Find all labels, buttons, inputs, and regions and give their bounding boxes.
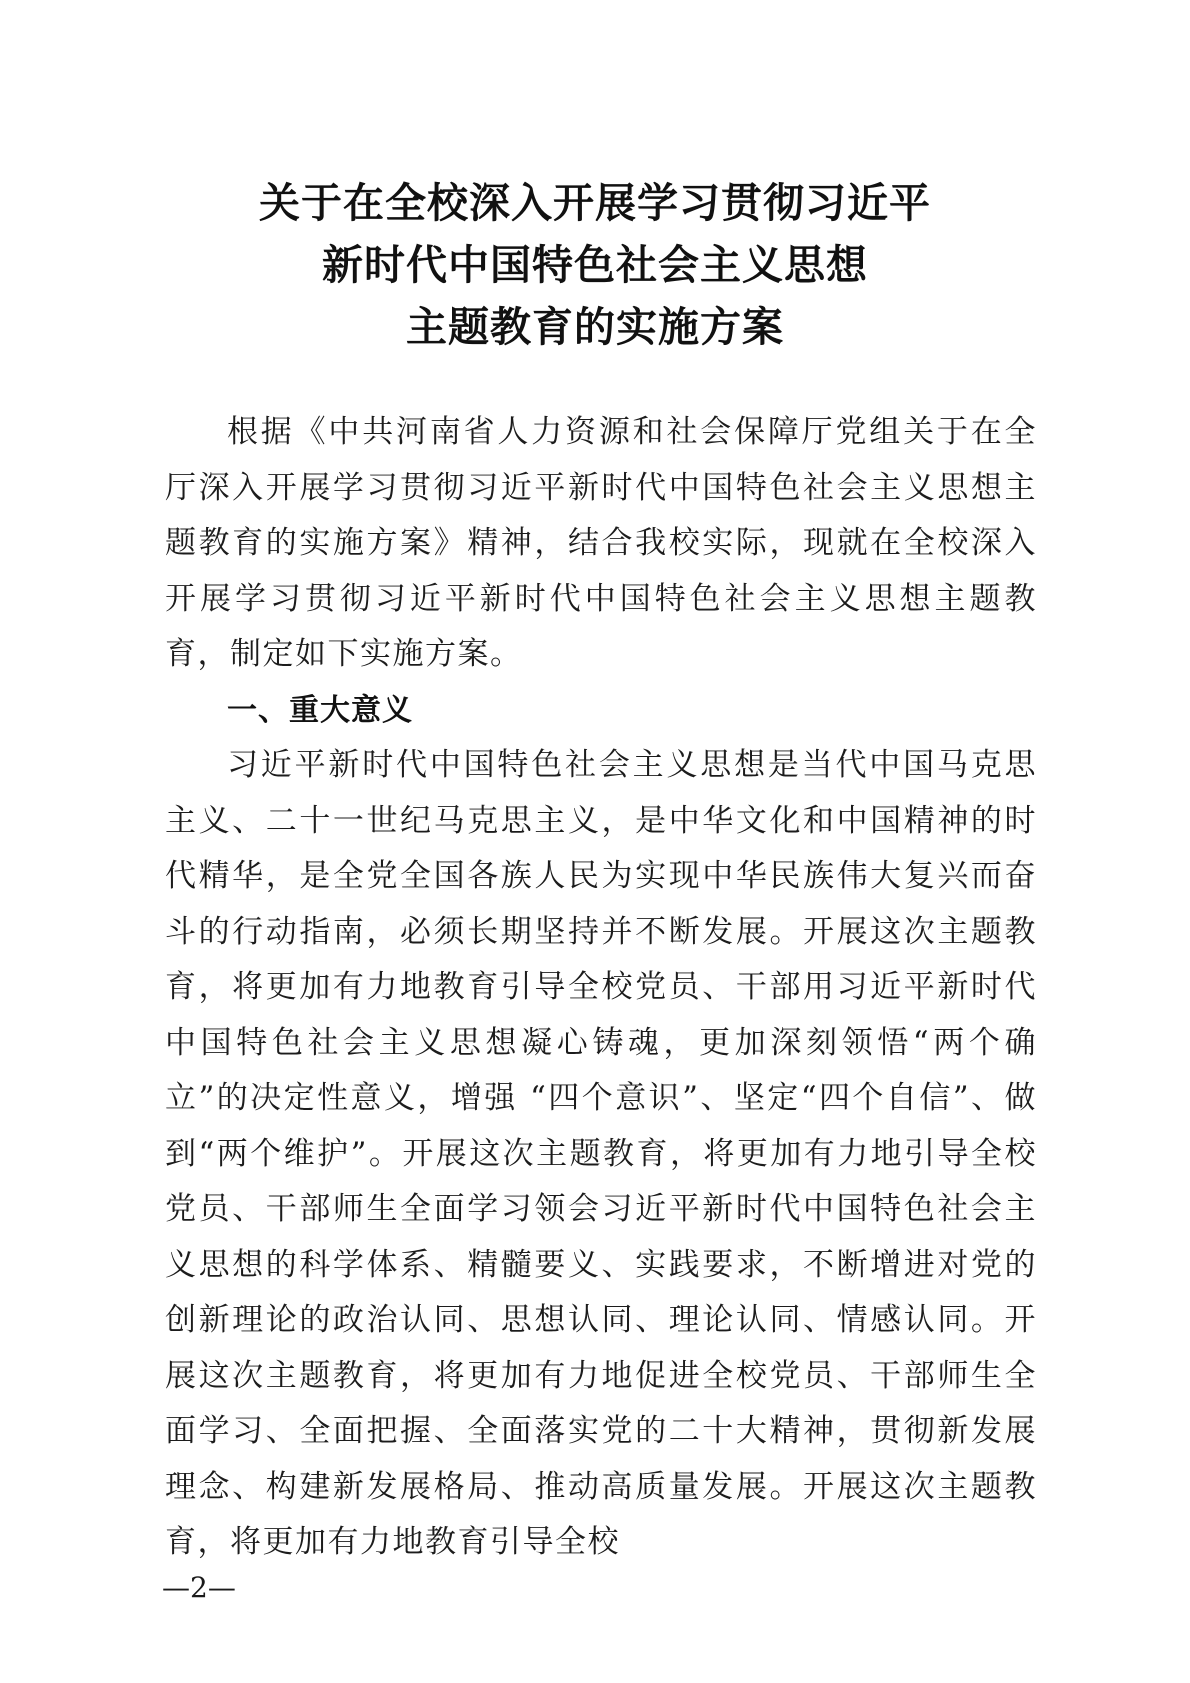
- section-heading-significance: 一、重大意义: [227, 692, 413, 728]
- document-title: [150, 172, 1040, 358]
- document-body: [165, 405, 1037, 1571]
- section-paragraph-significance: 习近平新时代中国特色社会主义思想是当代中国马克思主义、二十一世纪马克思主义，是中华文化和中国精神的时代精华，是全党全国各族人民为实现中华民族伟大复兴而奋斗的行动指南，必须长期坚持并不断发展。开展这次主题教育，将更加有力地教育引导全校党员、干部用习近平新时代中国特色社会主义思想凝心铸魂，更加深刻领悟“两个确立”的决定性意义，增强 “四个意识”、坚定“四个自信”、做到“两个维护”。开展这次主题教育，将更加有力地引导全校党员、干部师生全面学习领会习近平新时代中国特色社会主义思想的科学体系、精髓要义、实践要求，不断增进对党的创新理论的政治认同、思想认同、理论认同、情感认同。开展这次主题教育，将更加有力地促进全校党员、干部师生全面学习、全面把握、全面落实党的二十大精神，贯彻新发展理念、构建新发展格局、推动高质量发展。开展这次主题教育，将更加有力地教育引导全校: [165, 747, 1037, 1560]
- title-line-3: 主题教育的实施方案: [406, 303, 784, 351]
- title-line-1: 关于在全校深入开展学习贯彻习近平: [259, 179, 931, 227]
- intro-paragraph: 根据《中共河南省人力资源和社会保障厅党组关于在全厅深入开展学习贯彻习近平新时代中国特色社会主义思想主题教育的实施方案》精神，结合我校实际，现就在全校深入开展学习贯彻习近平新时代中国特色社会主义思想主题教育，制定如下实施方案。: [165, 414, 1037, 672]
- page-number: —2—: [162, 1571, 236, 1604]
- title-line-2: 新时代中国特色社会主义思想: [322, 241, 868, 289]
